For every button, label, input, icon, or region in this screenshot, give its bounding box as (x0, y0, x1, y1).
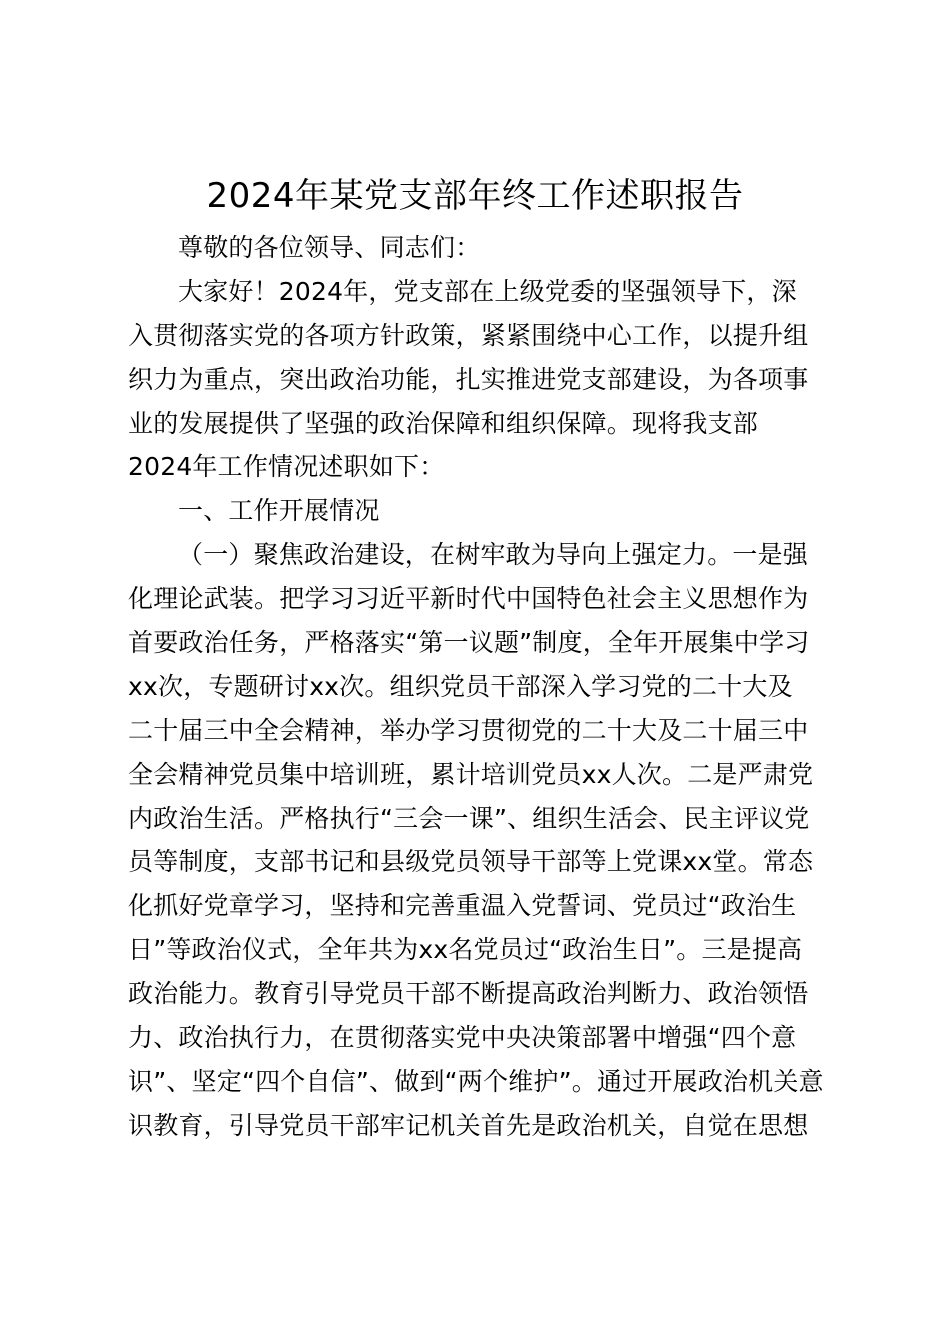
text-line: （一）聚焦政治建设，在树牢敢为导向上强定力。一是强 (178, 540, 809, 570)
text-line: 识”、坚定“四个自信”、做到“两个维护”。通过开展政治机关意 (128, 1066, 824, 1096)
text-line: 内政治生活。严格执行“三会一课”、组织生活会、民主评议党 (128, 803, 810, 833)
text-line: 识教育，引导党员干部牢记机关首先是政治机关，自觉在思想 (128, 1110, 809, 1140)
text-line: 全会精神党员集中培训班，累计培训党员xx人次。二是严肃党 (128, 759, 814, 789)
text-line: 大家好！2024年，党支部在上级党委的坚强领导下，深 (178, 276, 797, 306)
text-line: 二十届三中全会精神，举办学习贯彻党的二十大及二十届三中 (128, 715, 809, 745)
text-line: 日”等政治仪式，全年共为xx名党员过“政治生日”。三是提高 (128, 935, 803, 965)
text-line: 政治能力。教育引导党员干部不断提高政治判断力、政治领悟 (128, 979, 809, 1009)
text-line: 入贯彻落实党的各项方针政策，紧紧围绕中心工作，以提升组 (128, 320, 809, 350)
document-title: 2024年某党支部年终工作述职报告 (206, 176, 744, 216)
text-line: 化抓好党章学习，坚持和完善重温入党誓词、党员过“政治生 (128, 891, 797, 921)
document-body (128, 226, 838, 1148)
text-line: 2024年工作情况述职如下： (128, 452, 445, 482)
text-line: 首要政治任务，严格落实“第一议题”制度，全年开展集中学习 (128, 628, 810, 658)
text-line: 一、工作开展情况 (178, 496, 380, 526)
text-line: 业的发展提供了坚强的政治保障和组织保障。现将我支部 (128, 408, 759, 438)
text-line: 力、政治执行力，在贯彻落实党中央决策部署中增强“四个意 (128, 1023, 797, 1053)
text-line: 员等制度，支部书记和县级党员领导干部等上党课xx堂。常态 (128, 847, 814, 877)
text-line: 化理论武装。把学习习近平新时代中国特色社会主义思想作为 (128, 584, 809, 614)
text-line: xx次，专题研讨xx次。组织党员干部深入学习党的二十大及 (128, 671, 793, 701)
text-line: 织力为重点，突出政治功能，扎实推进党支部建设，为各项事 (128, 364, 809, 394)
text-line: 尊敬的各位领导、同志们： (178, 233, 481, 262)
